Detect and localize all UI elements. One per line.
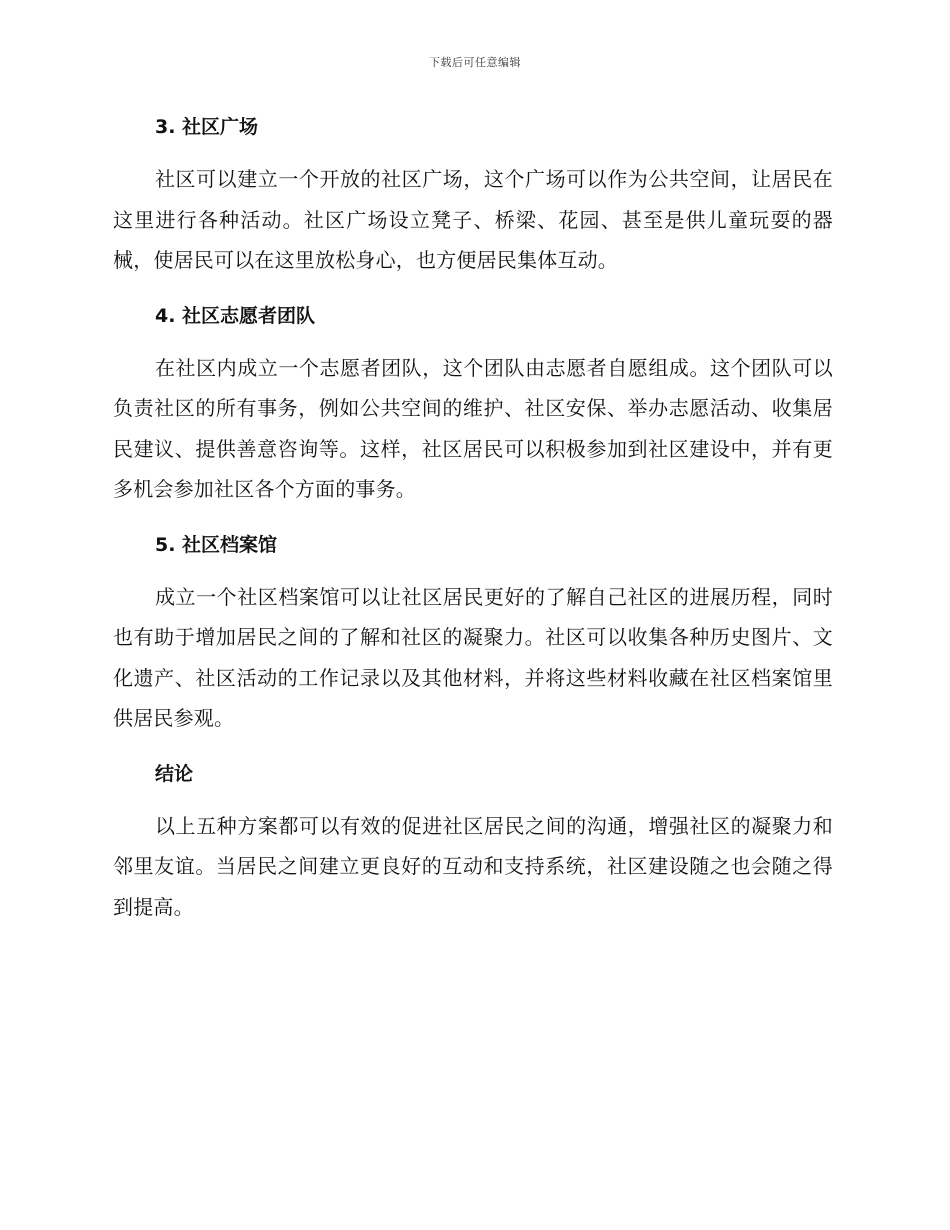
page-header: 下载后可任意编辑 [429, 56, 521, 69]
section-heading-community-plaza: 3. 社区广场 [155, 116, 259, 138]
section-heading-community-archive: 5. 社区档案馆 [155, 533, 278, 556]
section-heading-volunteer-team: 4. 社区志愿者团队 [155, 304, 316, 327]
section-heading-conclusion: 结论 [155, 762, 194, 785]
section-paragraph-conclusion: 以上五种方案都可以有效的促进社区居民之间的沟通，增强社区的凝聚力和邻里友谊。当居民之间建立更良好的互动和支持系统，社区建设随之也会随之得到提高。 [113, 813, 833, 919]
section-paragraph-community-plaza: 社区可以建立一个开放的社区广场，这个广场可以作为公共空间，让居民在这里进行各种活动。社区广场设立凳子、桥梁、花园、甚至是供儿童玩耍的器械，使居民可以在这里放松身心，也方便居民集体互动。 [113, 167, 833, 272]
section-paragraph-volunteer-team: 在社区内成立一个志愿者团队，这个团队由志愿者自愿组成。这个团队可以负责社区的所有事务，例如公共空间的维护、社区安保、举办志愿活动、收集居民建议、提供善意咨询等。这样，社区居民可以积极参加到社区建设中，并有更多机会参加社区各个方面的事务。 [113, 355, 833, 501]
document-body [113, 111, 833, 927]
section-paragraph-community-archive: 成立一个社区档案馆可以让社区居民更好的了解自己社区的进展历程，同时也有助于增加居民之间的了解和社区的凝聚力。社区可以收集各种历史图片、文化遗产、社区活动的工作记录以及其他材料，并将这些材料收藏在社区档案馆里供居民参观。 [113, 584, 833, 730]
